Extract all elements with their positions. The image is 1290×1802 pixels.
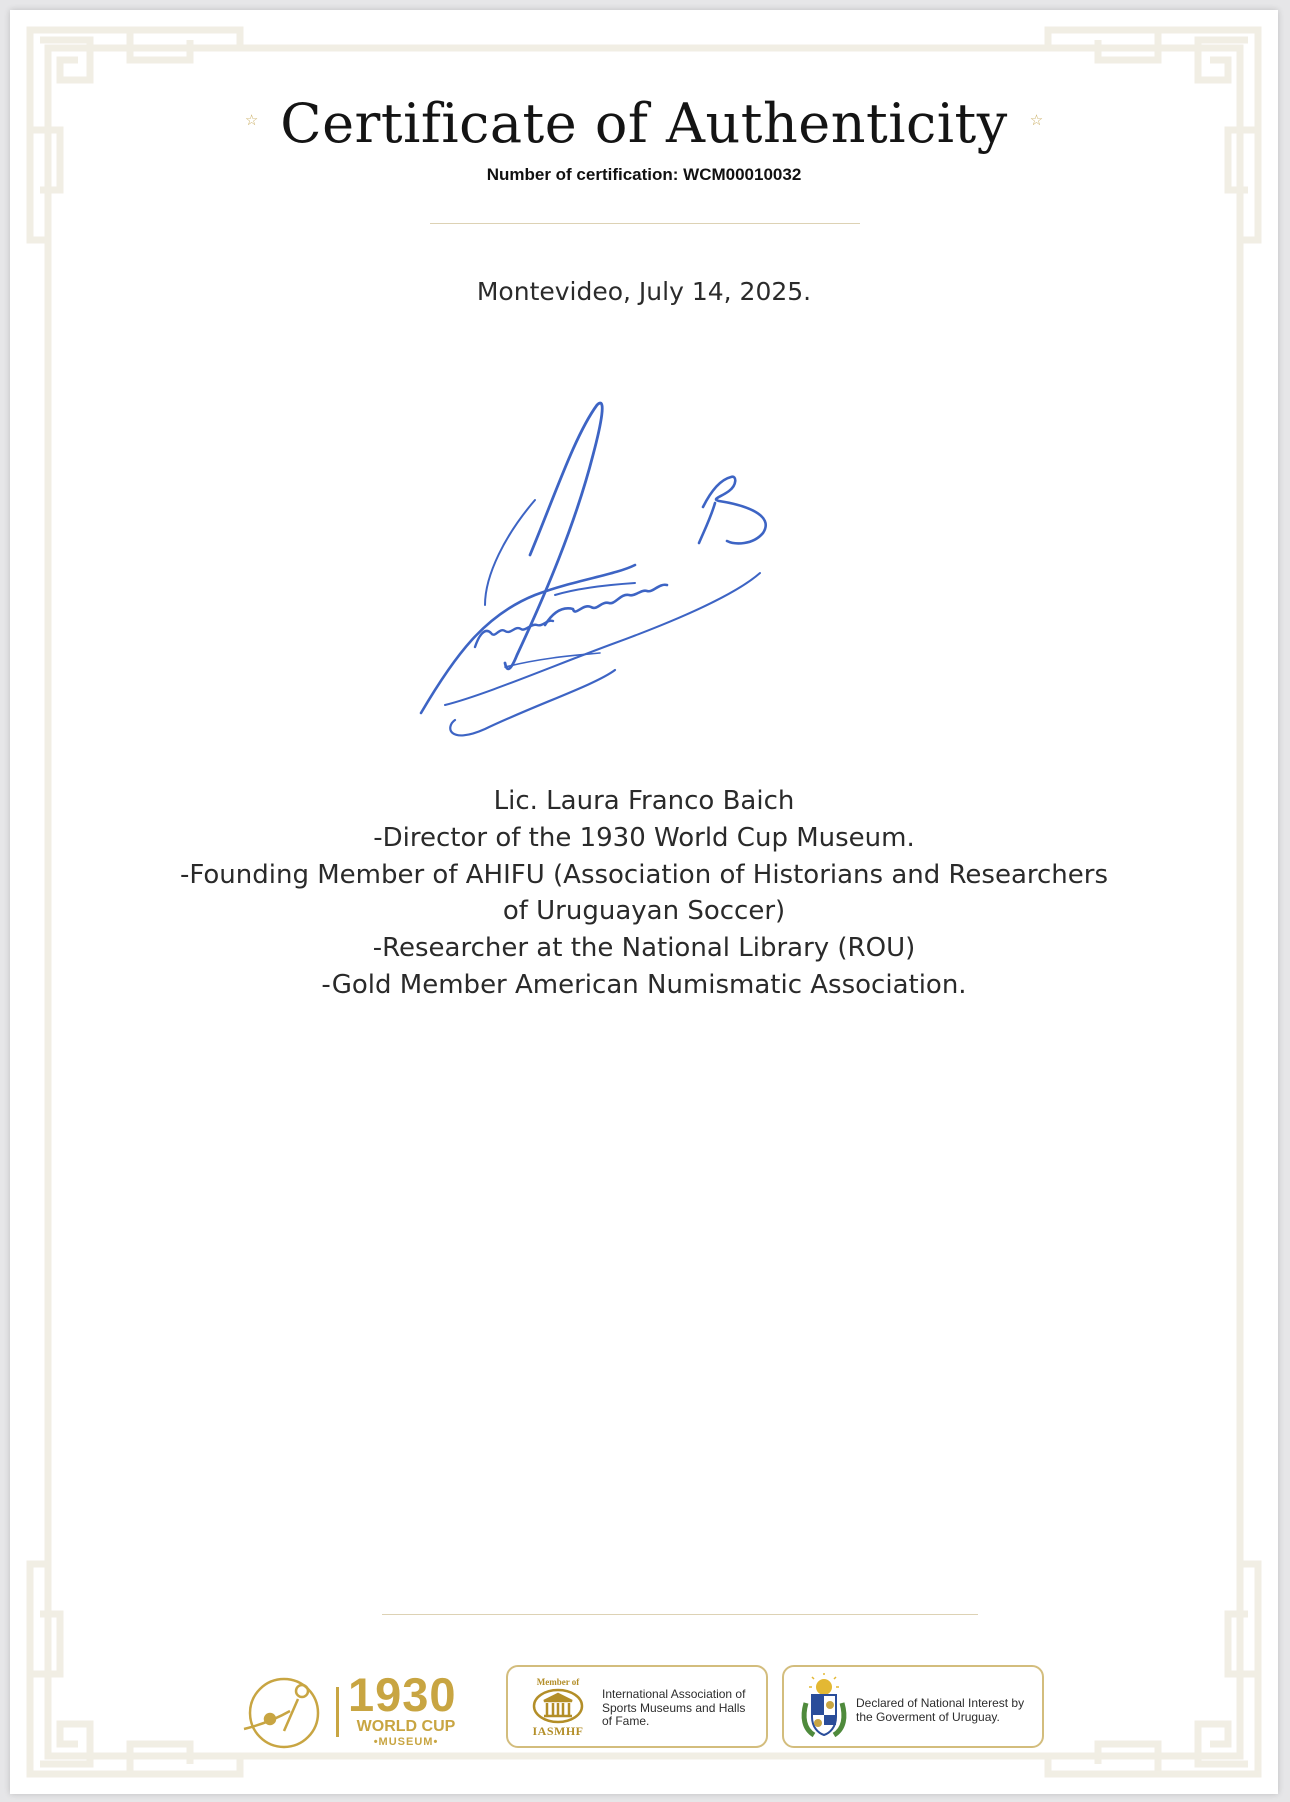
credential-line: -Founding Member of AHIFU (Association of Historians and Researchers — [179, 859, 1109, 890]
star-icon: ☆ — [1029, 110, 1044, 129]
divider-top — [430, 223, 860, 224]
star-icon: ☆ — [244, 110, 259, 129]
credential-line: -Researcher at the National Library (ROU) — [372, 933, 916, 964]
iasmhf-logo-bottom: IASMHF — [532, 1724, 584, 1738]
signature-image — [415, 395, 905, 740]
signatory-name: Lic. Laura Franco Baich — [493, 786, 795, 816]
logo-divider — [336, 1687, 339, 1737]
certification-number: Number of certification: WCM00010032 — [486, 165, 802, 184]
credential-line: of Uruguayan Soccer) — [502, 896, 786, 927]
iasmhf-logo — [518, 1677, 598, 1739]
credential-line: -Gold Member American Numismatic Association. — [321, 969, 967, 1000]
national-interest-description: Declared of National Interest by the Goverment of Uruguay. — [856, 1696, 1025, 1724]
credential-line: -Director of the 1930 World Cup Museum. — [373, 822, 915, 853]
signatory-credentials — [10, 783, 1278, 1004]
certificate-page — [10, 10, 1278, 1794]
issue-date: Montevideo, July 14, 2025. — [476, 277, 812, 306]
museum-logo-line1: WORLD CUP — [356, 1718, 456, 1735]
iasmhf-membership-badge — [506, 1665, 768, 1748]
coat-of-arms-icon — [792, 1673, 856, 1741]
museum-logo-icon — [240, 1669, 328, 1757]
museum-logo — [240, 1665, 470, 1765]
iasmhf-logo-top: Member of — [536, 1677, 580, 1687]
temple-icon — [532, 1687, 584, 1725]
museum-logo-line2: •MUSEUM• — [373, 1736, 439, 1748]
iasmhf-description: International Association of Sports Museums and Halls of Fame. — [602, 1687, 746, 1728]
certificate-title: Certificate of Authenticity — [280, 92, 1008, 155]
national-interest-badge — [782, 1665, 1044, 1748]
title-row — [10, 92, 1278, 155]
museum-logo-year: 1930 — [348, 1668, 457, 1721]
divider-bottom — [382, 1614, 978, 1615]
